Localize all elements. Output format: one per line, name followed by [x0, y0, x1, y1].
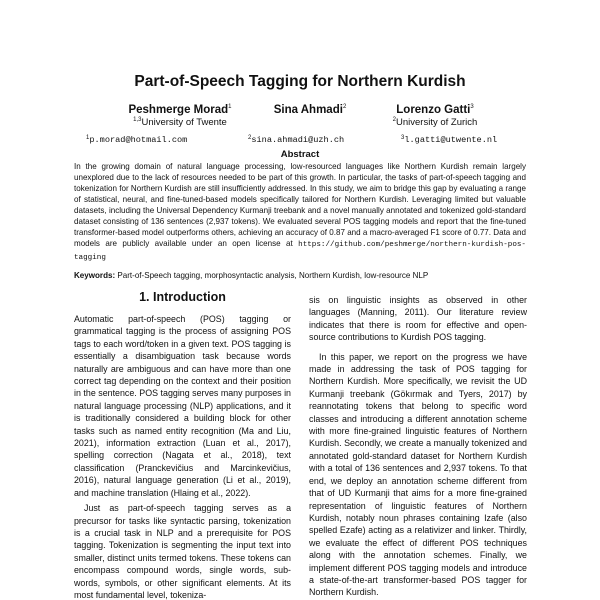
keywords — [74, 271, 534, 280]
intro-right-column — [309, 294, 527, 600]
keywords-text: Part-of-Speech tagging, morphosyntactic analysis, Northern Kurdish, low-resource NLP — [117, 271, 429, 280]
paper-title: Part-of-Speech Tagging for Northern Kurdish — [134, 73, 466, 90]
author-name: Lorenzo Gatti — [396, 104, 471, 116]
affiliation: University of Zurich — [396, 117, 478, 129]
author-sup: 2 — [342, 104, 347, 111]
author-3 — [360, 104, 510, 128]
keywords-label: Keywords: — [74, 271, 116, 280]
author-1 — [110, 104, 250, 128]
email-1[interactable]: $^1$ p.morad@hotmail.com — [86, 135, 188, 145]
affiliation-sup: 2 — [392, 117, 397, 123]
email-3[interactable]: $^3$ l.gatti@utwente.nl — [401, 135, 498, 145]
affiliation: University of Twente — [141, 117, 227, 129]
affiliation-sup: 1,3 — [133, 117, 142, 123]
abstract-text: In the growing domain of natural language processing, low-resourced languages like Northern Kurdish remain largely unexplored due to the lack of resources needed to be part of this growth. In particular, the tasks of part-of-speech tagging and tokenization for Northern Kurdish are still insufficiently addressed. In this study, we aim to bridge this gap by evaluating a range of statistical, neural, and fine-tuned-based models specifically tailored for Northern Kurdish. Leveraging limited but valuable datasets, including the Universal Dependency Kurmanji treebank and a novel manually annotated and tokenized gold-standard dataset consisting of 136 sentences (2,937 tokens). We evaluated several POS tagging models and report that the fine-tuned transformer-based model outperforms others, achieving an accuracy of 0.87 and a macro-averaged F1 score of 0.77. Data and models are publicly available under an open license at — [74, 162, 526, 249]
author-name: Sina Ahmadi — [273, 104, 343, 116]
abstract-body — [74, 161, 526, 264]
author-sup: 1 — [228, 104, 232, 111]
paragraph: Just as part-of-speech tagging serves as a precursor for tasks like syntactic parsing, tokenization is a crucial task in NLP and a prerequisite for POS tagging. Tokenization is segmenting the input text into smaller, distinct units termed tokens. These tokens can encompass compound words, single words, sub-words, symbols, or other significant elements. At its most fundamental level, tokeniza- — [74, 503, 291, 600]
author-sup: 3 — [470, 104, 474, 111]
email-2[interactable]: $^2$ sina.ahmadi@uzh.ch — [248, 135, 345, 145]
abstract-heading: Abstract — [280, 149, 320, 160]
section-heading-introduction: 1. Introduction — [139, 290, 226, 304]
author-2 — [255, 104, 365, 116]
paragraph: sis on linguistic insights as observed in other languages (Manning, 2011). Our literature review indicates that there is room for effective and open-source contributions to Kurdish POS tagging. — [309, 295, 527, 343]
paragraph: In this paper, we report on the progress we have made in addressing the task of POS tagging for Northern Kurdish. More specifically, we revisit the UD Kurmanji treebank (Gökırmak and Tyers, 2017) by reannotating tokens that belong to specific word classes and introducing a different annotation scheme with more fine-grained linguistic features of Northern Kurdish. Secondly, we create a manually tokenized and annotated gold-standard dataset for Northern Kurdish with a total of 136 sentences and 2,937 tokens. To that end, we deploy an annotation scheme different from that of UD Kurmanji that aims for a more fine-grained representation of linguistic features of Northern Kurdish, notably noun phrases containing Izafe (also spelled Ezafe) acting as a relativizer and linker. Thirdly, we evaluate the effect of different POS techniques along with the annotation schemes. Finally, we implement different POS tagging models and introduce a state-of-the-art transformer-based POS tagger for Northern Kurdish. — [309, 351, 527, 598]
author-name: Peshmerge Morad — [128, 104, 229, 116]
repository-link[interactable]: https://github.com/peshmerge/northern-kurdish-pos-tagging — [74, 241, 526, 263]
intro-left-column — [74, 313, 291, 600]
paragraph: Automatic part-of-speech (POS) tagging or grammatical tagging is the process of assigning POS tags to each word/token in a given text. POS tagging is essentially a disambiguation task because words naturally are ambiguous and can have more than one correct tag depending on the context and their position in the sentence. POS tagging serves many purposes in natural language processing (NLP) applications, and it is traditionally considered a building block for other tasks such as named entity recognition (Ma and Liu, 2021), information extraction (Luan et al., 2017), spelling correction (Nagata et al., 2018), text classification (Pranckevičius and Marcinkevičius, 2016), natural language generation (Li et al., 2019), and machine translation (Hlaing et al., 2022). — [74, 314, 291, 498]
